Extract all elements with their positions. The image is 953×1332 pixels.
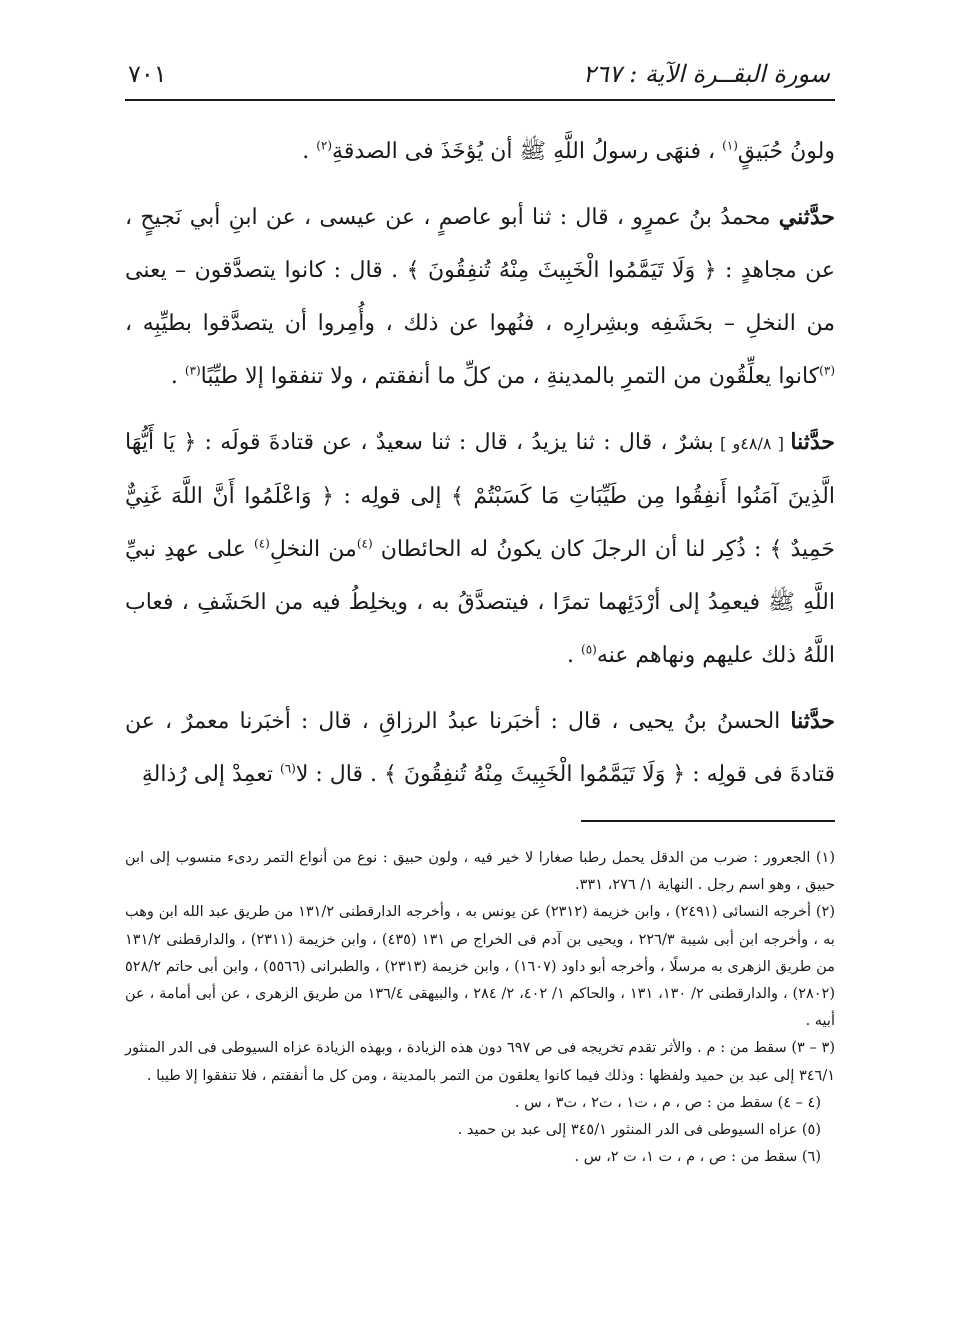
footnote-1: (١) الجعرور : ضرب من الدقل يحمل رطبا صغارا لا خير فيه ، ولون حبيق : نوع من أنواع التمر ردىء منسوب إلى ابن حبيق ، وهو اسم رجل . النهاية ١/ ٢٧٦، ٣٣١. [125, 850, 835, 894]
footnote-ref-2[interactable]: (٢) [316, 138, 333, 153]
footnote-4: (٤ – ٤) سقط من : ص ، م ، ت١ ، ت٢ ، ت٣ ، س . [514, 1094, 821, 1111]
text-segment: تعمِدْ إلى رُذالةِ [141, 762, 280, 787]
text-segment: ولونُ حُبَيقٍ [737, 139, 835, 164]
text-segment: محمدُ بنُ عمرٍو ، قال : ثنا أبو عاصمٍ ، عن عيسى ، عن ابنِ أبي نَجيحٍ ، عن مجاهدٍ : ﴿ وَلَا تَيَمَّمُوا الْخَبِيثَ مِنْهُ تُنفِقُونَ ﴾ . قال : كانوا يتصدَّقون – يعنى من النخلِ – بحَشَفِه وبشِرارِه ، فنُهوا عن ذلك ، وأُمِروا أن يتصدَّقوا بطيِّبِه ، [125, 205, 835, 336]
footnote-3: (٣ – ٣) سقط من : م . والأثر تقدم تخريجه فى ص ٦٩٧ دون هذه الزيادة ، وبهذه الزيادة عزاه السيوطى فى الدر المنثور ٣٤٦/١ إلى عبد بن حميد ولفظها : وذلك فيما كانوا يعلقون من التمر بالمدينة ، ومن كل ما أنفقتم ، فلا تنفقوا إلا طيبا . [125, 1040, 836, 1084]
text-segment: على عهدِ نبيِّ اللَّهِ ﷺ فيعمِدُ إلى أرْدَئِهما تمرًا ، فيتصدَّقُ به ، ويخلِطُ فيه من الحَشَفِ ، فعاب اللَّهُ ذلك عليهم ونهاهم عنه [125, 537, 835, 668]
paragraph-2 [125, 191, 835, 403]
page-number: ٧٠١ [128, 60, 167, 88]
footnote-ref-6[interactable]: (٦) [280, 761, 296, 776]
text-segment: بشرٌ ، قال : ثنا يزيدُ ، قال : ثنا سعيدٌ ، عن قتادةَ قولَه : ﴿ يَا أَيُّهَا الَّذِينَ آمَنُوا أَنفِقُوا مِن طَيِّبَاتِ مَا كَسَبْتُمْ ﴾ إلى قولِه : ﴿ وَاعْلَمُوا أَنَّ اللَّهَ غَنِيٌّ حَمِيدٌ ﴾ : ذُكِر لنا أن الرجلَ كان يكونُ له الحائطان [125, 430, 836, 562]
footnote-ref-4-end[interactable]: (٤) [254, 536, 270, 551]
text-segment: من النخلِ [269, 537, 357, 562]
main-text [125, 125, 835, 814]
paragraph-3 [125, 416, 835, 682]
footnote-2: (٢) أخرجه النسائى (٢٤٩١) ، وابن خزيمة (٢٣١٢) عن يونس به ، وأخرجه الدارقطنى ١٣١/٢ من طريق عبد الله ابن وهب به ، وأخرجه ابن أبى شيبة ٢٢٦/٣ ، ويحيى بن آدم فى الخراج ص ١٣١ (٤٣٥) ، وابن خزيمة (٢٣١١) ، والدارقطنى ١٣١/٢ من طريق الزهرى به مرسلًا ، وأخرجه أبو داود (١٦٠٧) ، وابن خزيمة (٢٣١٣) ، والطبرانى (٥٥٦٦) ، وابن أبى حاتم ٥٢٨/٢ (٢٨٠٢) ، والدارقطنى ٢/ ١٣٠، ١٣١ ، والحاكم ١/ ٤٠٢، ٢/ ٢٨٤ ، والبيهقى ١٣٦/٤ من طريق الزهرى ، عن أبى أمامة ، عن أبيه . [125, 904, 836, 1030]
footnotes [125, 845, 835, 1171]
footnote-separator [581, 820, 835, 822]
footnote-ref-3[interactable]: (٣) [819, 363, 835, 378]
footnote-6: (٦) سقط من : ص ، م ، ت ١، ت ٢، س . [574, 1149, 821, 1166]
text-segment: الحسنُ بنُ يحيى ، قال : أخبَرنا عبدُ الرزاقِ ، قال : أخبَرنا معمرٌ ، عن قتادةَ فى قولِه : ﴿ وَلَا تَيَمَّمُوا الْخَبِيثَ مِنْهُ تُنفِقُونَ ﴾ . قال : لا [125, 709, 835, 787]
running-title: سورة البقــرة الآية : ٢٦٧ [582, 60, 830, 88]
footnote-5: (٥) عزاه السيوطى فى الدر المنثور ٣٤٥/١ إلى عبد بن حميد . [457, 1122, 821, 1139]
isnad-lead: حدَّثني [778, 204, 835, 230]
text-segment: ، فنهَى رسولُ اللَّهِ ﷺ أن يُؤخَذَ فى الصدقةِ [332, 139, 723, 164]
footnote-ref-3-end[interactable]: (٣) [184, 363, 201, 378]
isnad-lead: حدَّثنا [790, 429, 836, 455]
footnote-ref-5[interactable]: (٥) [581, 642, 597, 657]
page-header [128, 52, 830, 96]
isnad-lead: حدَّثنا [790, 708, 835, 734]
manuscript-ref: [ ٤٨/٨و ] [713, 434, 791, 453]
paragraph-1 [125, 125, 835, 178]
header-rule [125, 99, 835, 101]
text-segment: . [170, 364, 185, 389]
paragraph-4 [125, 695, 835, 801]
text-segment: . [567, 643, 582, 668]
text-segment: كانوا يعلِّقُون من التمرِ بالمدينةِ ، من كلِّ ما أنفقتم ، ولا تنفقوا إلا طيِّبًا [200, 364, 820, 389]
footnote-ref-4[interactable]: (٤) [356, 536, 373, 551]
text-segment: . [302, 139, 317, 164]
footnote-ref-1[interactable]: (١) [722, 138, 738, 153]
